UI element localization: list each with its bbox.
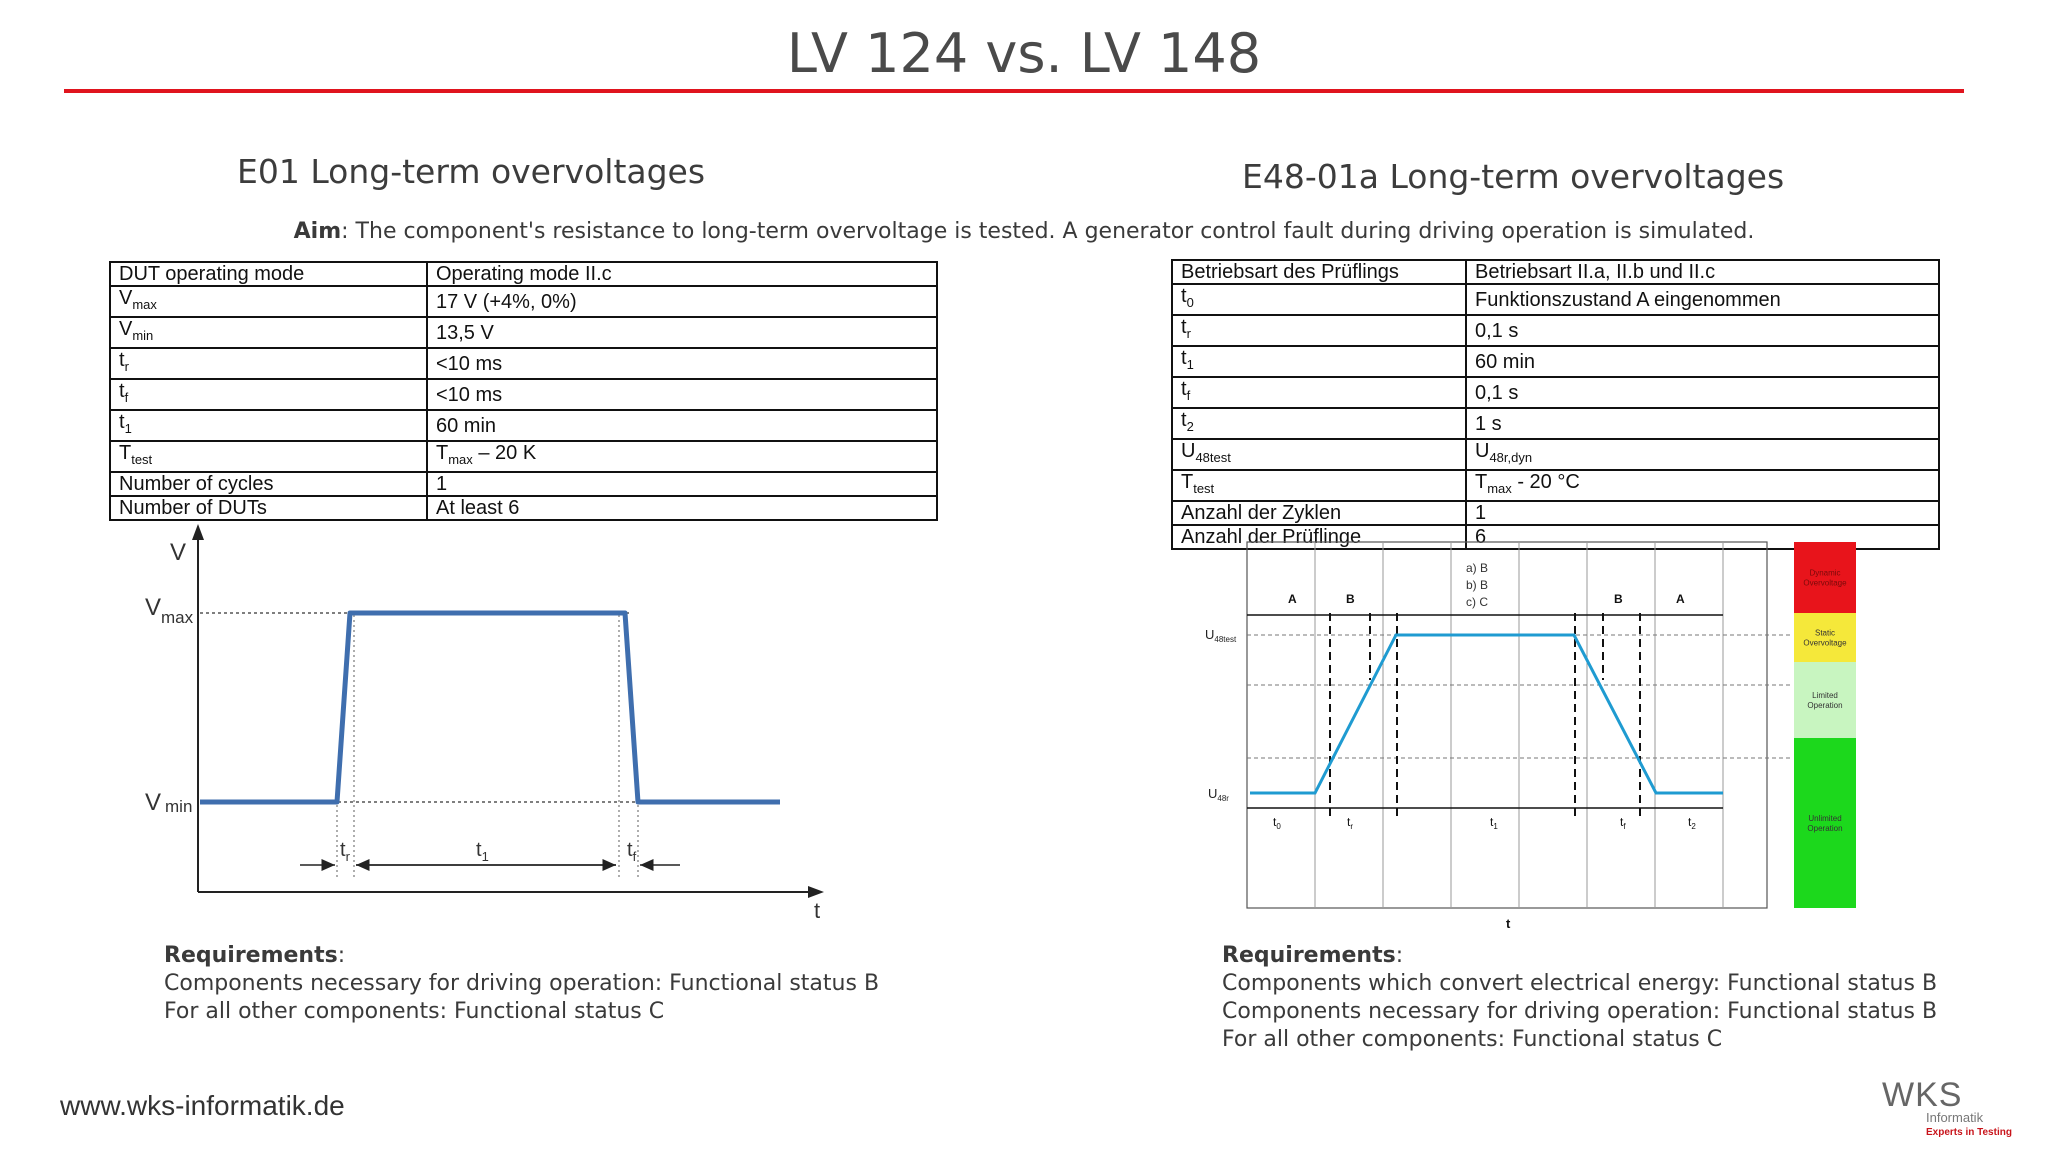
value-cell: 1 <box>427 472 937 496</box>
table-row <box>110 472 937 496</box>
left-requirements: Requirements: Components necessary for driving operation: Functional status B For all other components: Functional status C <box>164 943 880 1024</box>
req-line: Components necessary for driving operation: Functional status B <box>164 971 880 996</box>
parameter-cell: $t_1$ <box>1172 346 1466 377</box>
table-row <box>110 496 937 520</box>
req-line: Components which convert electrical energy: Functional status B <box>1222 971 1938 996</box>
value-cell: $T_{max} - 20$ K <box>427 441 937 472</box>
value-cell: 6 <box>1466 525 1939 549</box>
parameter-cell: Anzahl der Zyklen <box>1172 501 1466 525</box>
zone-block <box>1794 662 1856 738</box>
value-cell: <10 ms <box>427 379 937 410</box>
vertical-gridlines <box>1315 542 1723 908</box>
table-row <box>110 379 937 410</box>
zone-label: Operation <box>1807 701 1843 710</box>
segment-a2-label: A <box>1676 592 1685 606</box>
zone-label: Unlimited <box>1808 814 1842 823</box>
value-cell: 17 V (+4%, 0%) <box>427 286 937 317</box>
phase-markers <box>1330 613 1640 820</box>
req-title: Requirements <box>1222 943 1396 968</box>
svg-text:Experts in Testing: Experts in Testing <box>1926 1127 2012 1138</box>
y-axis-arrow-icon <box>192 524 204 540</box>
zone-label: Dynamic <box>1809 568 1841 578</box>
value-cell: 60 min <box>1466 346 1939 377</box>
lv124-voltage-profile-diagram <box>140 520 830 930</box>
value-cell: 0,1 s <box>1466 315 1939 346</box>
u48r-label: $U_{48r}$ <box>1208 786 1229 803</box>
parameter-cell: Number of cycles <box>110 472 427 496</box>
parameter-cell: $T_{test}$ <box>1172 470 1466 501</box>
voltage-curve <box>1250 635 1723 793</box>
value-cell: Funktionszustand A eingenommen <box>1466 284 1939 315</box>
table-row <box>1172 284 1939 315</box>
value-cell: Betriebsart II.a, II.b und II.c <box>1466 260 1939 284</box>
parameter-cell: $V_{max}$ <box>110 286 427 317</box>
vmax-label: $V_{max}$ <box>145 594 194 627</box>
segment-b2-label: B <box>1614 592 1623 606</box>
status-list: a) B b) B c) C <box>1466 561 1489 609</box>
lv148-voltage-profile-diagram <box>1200 540 1890 932</box>
voltage-curve <box>200 613 780 802</box>
table-row <box>1172 408 1939 439</box>
title-divider <box>64 89 1964 93</box>
vmin-label: V min <box>145 789 193 816</box>
table-row <box>1172 501 1939 525</box>
value-cell: 0,1 s <box>1466 377 1939 408</box>
zone-block <box>1794 542 1856 613</box>
value-cell: <10 ms <box>427 348 937 379</box>
tf-label: $t_f$ <box>627 839 637 864</box>
parameter-cell: $t_r$ <box>110 348 427 379</box>
table-row <box>1172 346 1939 377</box>
right-heading: E48-01a Long-term overvoltages <box>1242 157 1785 196</box>
parameter-cell: $t_1$ <box>110 410 427 441</box>
zone-block <box>1794 613 1856 662</box>
table-row <box>1172 377 1939 408</box>
value-cell: 60 min <box>427 410 937 441</box>
footer-url[interactable]: www.wks-informatik.de <box>60 1090 345 1121</box>
parameter-cell: $t_f$ <box>1172 377 1466 408</box>
t1-label: $t_1$ <box>476 839 489 864</box>
parameter-cell: $T_{test}$ <box>110 441 427 472</box>
zone-label: Static <box>1814 628 1836 638</box>
req-line: For all other components: Functional status C <box>164 999 665 1024</box>
lv148-parameter-table <box>1171 259 1940 550</box>
aim-statement <box>0 219 2048 244</box>
req-line: Components necessary for driving operation: Functional status B <box>1222 999 1938 1024</box>
plot-frame <box>1247 542 1767 908</box>
segment-a-label: A <box>1288 592 1297 606</box>
table-row <box>110 286 937 317</box>
svg-text:Informatik: Informatik <box>1926 1110 1984 1125</box>
value-cell: 13,5 V <box>427 317 937 348</box>
t1-label: $t_1$ <box>1490 815 1498 831</box>
value-cell: 1 <box>1466 501 1939 525</box>
value-cell: $U_{48r,dyn}$ <box>1466 439 1939 470</box>
parameter-cell: Betriebsart des Prüflings <box>1172 260 1466 284</box>
parameter-cell: Number of DUTs <box>110 496 427 520</box>
table-row <box>110 317 937 348</box>
req-title: Requirements <box>164 943 338 968</box>
aim-label: Aim <box>293 219 342 244</box>
table-row <box>110 262 937 286</box>
parameter-cell: $t_0$ <box>1172 284 1466 315</box>
t0-label: $t_0$ <box>1273 815 1281 831</box>
table-row <box>110 410 937 441</box>
zone-label: Overvoltage <box>1803 638 1847 648</box>
x-axis-arrow-icon <box>808 886 824 898</box>
lv124-parameter-table <box>109 261 938 521</box>
table-row <box>1172 260 1939 284</box>
table-row <box>1172 315 1939 346</box>
operating-zone-bar <box>1794 542 1856 908</box>
svg-text:WKS: WKS <box>1882 1076 1963 1114</box>
right-requirements: Requirements: Components which convert electrical energy: Functional status B Components necessary for driving operation: Functional status B For all other components: Functional status C <box>1222 943 1938 1052</box>
x-axis-label: t <box>814 898 821 923</box>
t2-label: $t_2$ <box>1688 815 1696 831</box>
segment-b-label: B <box>1346 592 1355 606</box>
parameter-cell: $t_2$ <box>1172 408 1466 439</box>
slide-title: LV 124 vs. LV 148 <box>786 22 1262 85</box>
parameter-cell: DUT operating mode <box>110 262 427 286</box>
left-heading: E01 Long-term overvoltages <box>237 152 706 191</box>
zone-label: Operation <box>1807 824 1843 833</box>
table-row <box>1172 439 1939 470</box>
zone-block <box>1794 738 1856 908</box>
parameter-cell: $U_{48test}$ <box>1172 439 1466 470</box>
table-row <box>1172 470 1939 501</box>
value-cell: At least 6 <box>427 496 937 520</box>
parameter-cell: $V_{min}$ <box>110 317 427 348</box>
parameter-cell: $t_f$ <box>110 379 427 410</box>
tf-label: $t_f$ <box>1620 815 1626 831</box>
table-row <box>110 441 937 472</box>
zone-label: Overvoltage <box>1803 578 1847 588</box>
wks-logo <box>1880 1072 2015 1142</box>
table-row <box>110 348 937 379</box>
aim-text: : The component's resistance to long-term overvoltage is tested. A generator control fault during driving operation is simulated. <box>341 219 1755 244</box>
parameter-cell: $t_r$ <box>1172 315 1466 346</box>
value-cell: $T_{max} - 20$ °C <box>1466 470 1939 501</box>
value-cell: Operating mode II.c <box>427 262 937 286</box>
req-line: For all other components: Functional status C <box>1222 1027 1723 1052</box>
zone-label: Limited <box>1812 691 1838 700</box>
x-axis-label: t <box>1506 916 1511 931</box>
parameter-cell: Anzahl der Prüflinge <box>1172 525 1466 549</box>
y-axis-label: V <box>170 539 187 566</box>
value-cell: 1 s <box>1466 408 1939 439</box>
tr-label: $t_r$ <box>1347 815 1354 831</box>
tr-label: $t_r$ <box>340 839 350 864</box>
u48test-label: $U_{48test}$ <box>1205 627 1237 644</box>
